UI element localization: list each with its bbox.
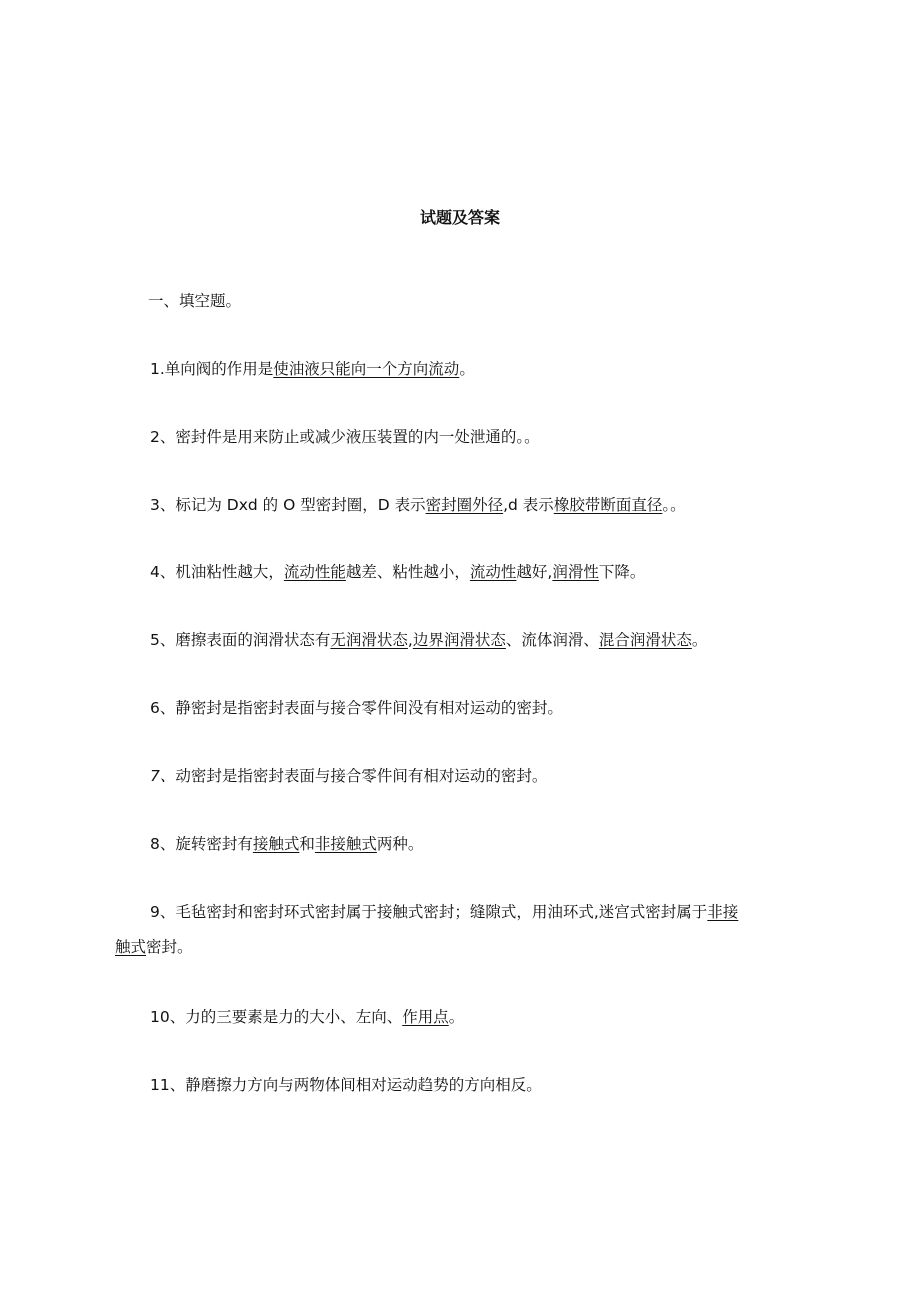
question-text: 和 xyxy=(299,835,315,853)
answer-blank: 接触式 xyxy=(252,835,300,853)
answer-blank: 非接触式 xyxy=(314,835,377,853)
question-5 xyxy=(150,630,707,650)
section-heading: 一、填空题。 xyxy=(148,292,242,310)
answer-blank: 无润滑状态 xyxy=(330,631,408,649)
answer-blank: 润滑性 xyxy=(552,563,599,581)
question-10 xyxy=(150,1007,464,1027)
answer-blank: 流动性能 xyxy=(283,563,346,581)
question-text: 4、机油粘性越大， xyxy=(150,563,284,581)
question-text: 8、旋转密封有 xyxy=(150,835,253,853)
question-text: 。 xyxy=(459,360,475,378)
answer-blank: 流动性 xyxy=(469,563,517,581)
question-text: 2、密封件是用来防止或减少液压装置的内一处泄通的。。 xyxy=(150,428,540,446)
question-8 xyxy=(150,834,423,854)
answer-blank: 触式 xyxy=(115,938,147,956)
question-4 xyxy=(150,562,645,582)
question-text: 7、 xyxy=(150,767,176,785)
answer-blank: 非接 xyxy=(707,903,739,921)
question-text: 。 xyxy=(691,631,708,649)
question-text: 两种。 xyxy=(376,835,424,853)
answer-blank: 使油液只能向一个方向流动 xyxy=(273,360,460,378)
question-text: 3、标记为 Dxd 的 O 型密封圈，D 表示 xyxy=(150,496,426,514)
question-1 xyxy=(150,359,475,379)
question-text: 6、静密封是指密封表面与接合零件间没有相对运动的密封。 xyxy=(150,699,563,717)
question-6 xyxy=(150,698,563,718)
question-text: , xyxy=(407,631,413,649)
question-7 xyxy=(150,766,547,786)
page-title: 试题及答案 xyxy=(419,208,500,227)
question-text: 。。 xyxy=(662,496,686,514)
question-2 xyxy=(150,427,540,447)
answer-blank: 橡胶带断面直径 xyxy=(553,496,663,514)
question-text: 9、毛毡密封和密封环式密封属于接触式密封；缝隙式，用油环式,迷宫式密封属于 xyxy=(150,903,708,921)
question-text: 、流体润滑、 xyxy=(505,631,599,649)
answer-blank: 密封圈外径 xyxy=(425,496,504,514)
question-text: 越差、粘性越小， xyxy=(345,563,470,581)
question-text: 5、磨擦表面的润滑状态有 xyxy=(150,631,331,649)
question-text: 密封。 xyxy=(146,938,193,956)
question-3 xyxy=(150,495,686,515)
answer-blank: 作用点 xyxy=(402,1008,449,1026)
question-text: 下降。 xyxy=(598,563,646,581)
question-text: 10、力的三要素是力的大小、左向、 xyxy=(150,1008,403,1026)
question-text: 。 xyxy=(448,1008,465,1026)
question-text: 1.单向阀的作用是 xyxy=(150,360,274,378)
question-text: 11、静磨擦力方向与两物体间相对运动趋势的方向相反。 xyxy=(150,1076,542,1094)
question-text: ,d 表示 xyxy=(503,496,554,514)
answer-blank: 混合润滑状态 xyxy=(598,631,692,649)
question-11 xyxy=(150,1075,542,1095)
answer-blank: 边界润滑状态 xyxy=(412,631,506,649)
question-text: 越好, xyxy=(516,563,553,581)
question-9-line-1 xyxy=(150,902,738,922)
question-9-line-2 xyxy=(115,937,193,957)
question-text: 动密封是指密封表面与接合零件间有相对运动的密封。 xyxy=(175,767,548,785)
